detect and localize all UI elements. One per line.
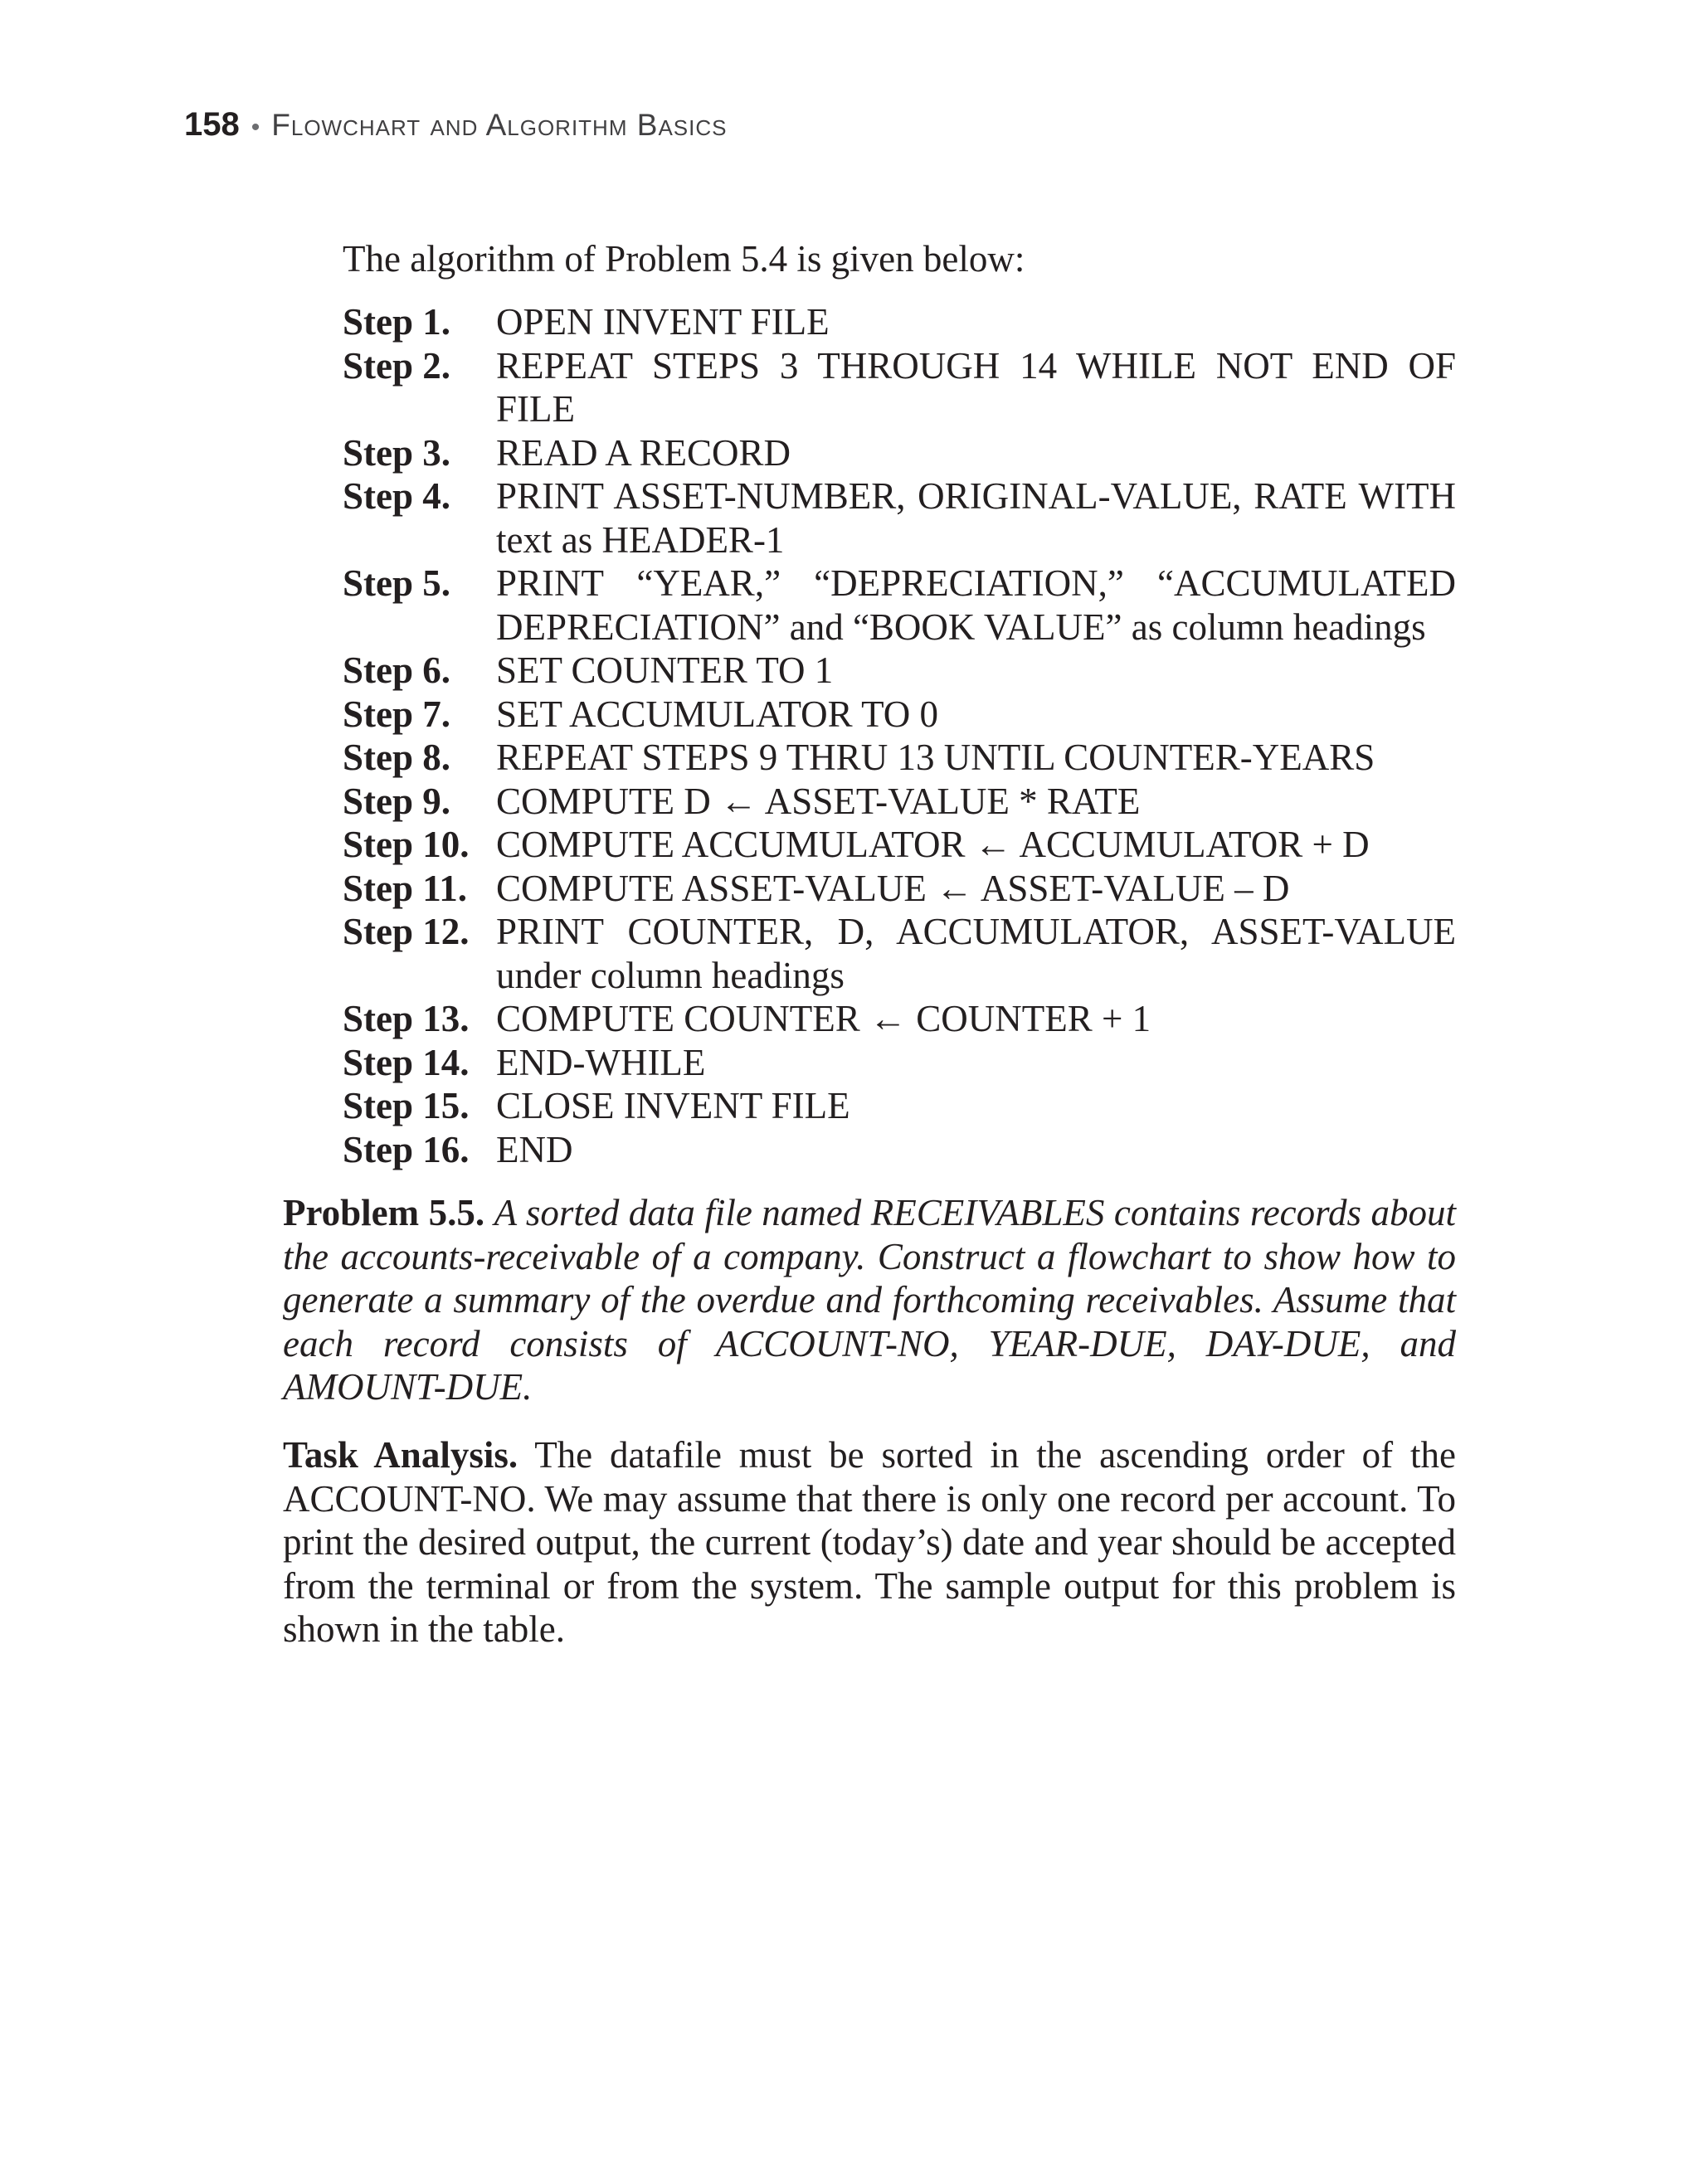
task-analysis-label: Task Analysis. xyxy=(283,1434,518,1476)
step-text: PRINT ASSET-NUMBER, ORIGINAL-VALUE, RATE WITH text as HEADER-1 xyxy=(496,475,1456,561)
algorithm-steps xyxy=(343,300,1456,1171)
step-6 xyxy=(343,649,1456,693)
step-label: Step 1. xyxy=(343,301,451,343)
step-text: COMPUTE ASSET-VALUE ← ASSET-VALUE – D xyxy=(496,867,1290,909)
step-label: Step 14. xyxy=(343,1041,470,1083)
step-7 xyxy=(343,693,1456,737)
step-text: REPEAT STEPS 3 THROUGH 14 WHILE NOT END OF FILE xyxy=(496,344,1456,430)
step-text: REPEAT STEPS 9 THRU 13 UNTIL COUNTER-YEARS xyxy=(496,737,1375,778)
step-text: END xyxy=(496,1128,573,1170)
step-text: END-WHILE xyxy=(496,1041,706,1083)
step-12 xyxy=(343,910,1456,997)
step-text: READ A RECORD xyxy=(496,431,791,474)
step-text: SET ACCUMULATOR TO 0 xyxy=(496,693,939,735)
step-label: Step 5. xyxy=(343,562,451,604)
step-text: COMPUTE COUNTER ← COUNTER + 1 xyxy=(496,998,1151,1039)
step-text: SET COUNTER TO 1 xyxy=(496,649,834,691)
book-title: Flowchart and Algorithm Basics xyxy=(271,108,728,142)
step-16 xyxy=(343,1128,1456,1172)
problem-statement xyxy=(283,1191,1456,1409)
step-13 xyxy=(343,997,1456,1041)
header-separator: • xyxy=(251,114,260,141)
step-label: Step 10. xyxy=(343,824,470,865)
step-text: COMPUTE D ← ASSET-VALUE * RATE xyxy=(496,780,1141,822)
step-text: CLOSE INVENT FILE xyxy=(496,1085,850,1126)
step-label: Step 4. xyxy=(343,475,451,517)
step-label: Step 12. xyxy=(343,911,470,952)
step-label: Step 2. xyxy=(343,344,451,387)
task-analysis xyxy=(283,1433,1456,1651)
step-5 xyxy=(343,562,1456,649)
problem-text: A sorted data file named RECEIVABLES contains records about the accounts-receivable of a company. Construct a flowchart to show how to generate a summary of the overdue and forthcoming receivables. Assume that each record consists of ACCOUNT-NO, YEAR-DUE, DAY-DUE, and AMOUNT-DUE. xyxy=(283,1192,1456,1408)
step-text: OPEN INVENT FILE xyxy=(496,301,830,343)
step-label: Step 11. xyxy=(343,867,468,909)
problem-label: Problem 5.5. xyxy=(283,1192,485,1233)
step-label: Step 3. xyxy=(343,431,451,474)
step-text: PRINT COUNTER, D, ACCUMULATOR, ASSET-VALUE under column headings xyxy=(496,911,1456,996)
step-10 xyxy=(343,823,1456,867)
step-label: Step 8. xyxy=(343,737,451,778)
step-14 xyxy=(343,1041,1456,1085)
step-label: Step 15. xyxy=(343,1085,470,1126)
intro-sentence: The algorithm of Problem 5.4 is given below: xyxy=(343,238,1025,280)
task-analysis-text: The datafile must be sorted in the ascending order of the ACCOUNT-NO. We may assume that there is only one record per account. To print the desired output, the current (today’s) date and year should be accepted from the terminal or from the system. The sample output for this problem is shown in the table. xyxy=(283,1434,1457,1650)
step-label: Step 6. xyxy=(343,649,451,691)
page-number: 158 xyxy=(184,106,240,143)
step-label: Step 7. xyxy=(343,693,451,735)
step-label: Step 9. xyxy=(343,780,451,822)
step-3 xyxy=(343,431,1456,475)
step-text: COMPUTE ACCUMULATOR ← ACCUMULATOR + D xyxy=(496,824,1370,865)
step-1 xyxy=(343,300,1456,344)
step-text: PRINT “YEAR,” “DEPRECIATION,” “ACCUMULATED DEPRECIATION” and “BOOK VALUE” as column headings xyxy=(496,562,1456,648)
step-label: Step 13. xyxy=(343,998,470,1039)
running-header xyxy=(184,106,727,146)
step-11 xyxy=(343,867,1456,911)
step-9 xyxy=(343,780,1456,824)
step-15 xyxy=(343,1084,1456,1128)
step-8 xyxy=(343,736,1456,780)
step-label: Step 16. xyxy=(343,1128,470,1170)
step-2 xyxy=(343,344,1456,431)
step-4 xyxy=(343,474,1456,562)
